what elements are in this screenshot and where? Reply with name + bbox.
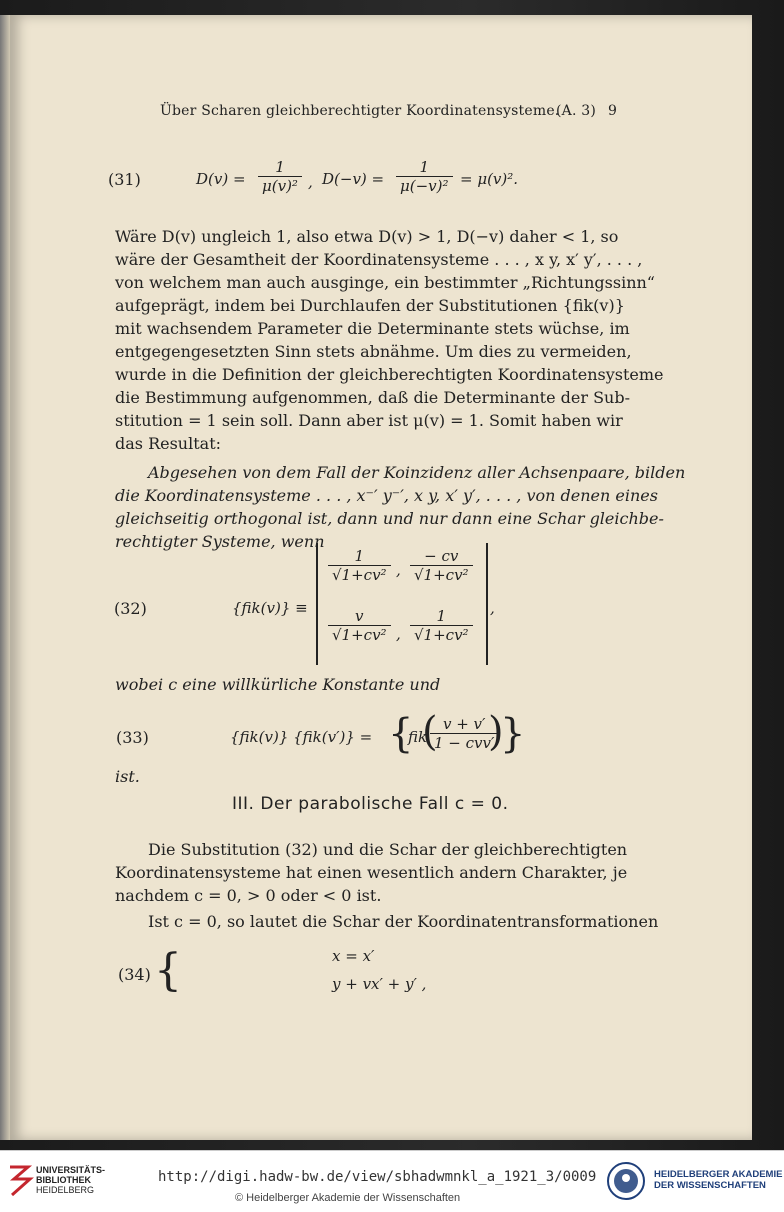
text-line: nachdem c = 0, > 0 oder < 0 ist. [115, 886, 382, 905]
equation-number: (33) [116, 728, 149, 747]
academy-name [654, 1169, 782, 1191]
page-number: 9 [608, 103, 618, 119]
text-line: die Bestimmung aufgenommen, daß die Determinante der Sub- [115, 388, 630, 407]
eq33-fik: fik [408, 728, 428, 746]
eq33-numerator: v + v′ [430, 715, 498, 734]
equation-number: (32) [114, 599, 147, 618]
eq31-frac1 [258, 158, 302, 195]
text-line: von welchem man auch ausginge, ein bestimmter „Richtungssinn“ [115, 273, 655, 292]
cell-numerator: v [328, 607, 391, 626]
eq32-lhs: {fik(v)} ≡ [232, 599, 308, 617]
academy-seal-logo[interactable] [606, 1161, 646, 1201]
uni-line: UNIVERSITÄTS- [36, 1165, 106, 1175]
text-line: entgegengesetzten Sinn stets abnähme. Um dies zu vermeiden, [115, 342, 632, 361]
uni-line: HEIDELBERG [36, 1185, 95, 1195]
text-line: wäre der Gesamtheit der Koordinatensysteme . . . , x y, x′ y′, . . . , [115, 250, 643, 269]
university-library-name [36, 1165, 105, 1195]
left-brace-glyph: { [388, 711, 414, 757]
text-line: stitution = 1 sein soll. Dann aber ist μ(v) = 1. Somit haben wir [115, 411, 623, 430]
text-line: Die Substitution (32) und die Schar der gleichberechtigten [148, 840, 628, 859]
paragraph-3: Ist c = 0, so lautet die Schar der Koordinatentransformationen [148, 912, 659, 931]
eq34-line1: x = x′ [332, 947, 375, 965]
book-page [10, 15, 752, 1140]
right-paren-glyph: ) [488, 709, 504, 755]
eq33-denominator: 1 − cvv′ [434, 734, 495, 752]
text-line: das Resultat: [115, 434, 222, 453]
text-line: aufgeprägt, indem bei Durchlaufen der Substitutionen {fik(v)} [115, 296, 625, 315]
academy-seal-icon [606, 1161, 646, 1201]
footer-bar [0, 1150, 784, 1212]
cell-denominator: √1+cv² [332, 566, 387, 584]
cell-denominator: √1+cv² [332, 626, 387, 644]
eq31-rhs: = μ(v)². [460, 170, 519, 188]
copyright-notice: © Heidelberger Akademie der Wissenschaften [235, 1192, 461, 1204]
eq32-trailing-comma: , [490, 599, 495, 617]
cell-numerator: − cv [410, 547, 473, 566]
matrix-cell-22 [410, 607, 473, 644]
eq31-frac2 [396, 158, 453, 195]
running-title: Über Scharen gleichberechtigter Koordinatensysteme. [160, 103, 560, 119]
eq31-den1: μ(v)² [262, 177, 298, 195]
equation-number: (34) [118, 965, 151, 984]
cell-denominator: √1+cv² [414, 566, 469, 584]
section-title: III. Der parabolische Fall c = 0. [232, 794, 509, 814]
text-line: Wäre D(v) ungleich 1, also etwa D(v) > 1, D(−v) daher < 1, so [115, 227, 619, 246]
text-line: Koordinatensysteme hat einen wesentlich andern Charakter, je [115, 863, 628, 882]
theorem-line: die Koordinatensysteme . . . , x⁻′ y⁻′, x y, x′ y′, . . . , von denen eines [115, 486, 658, 505]
eq31-num2: 1 [396, 158, 453, 177]
equation-number: (31) [108, 170, 141, 189]
academy-line: HEIDELBERGER AKADEMIE [654, 1169, 783, 1180]
cell-denominator: √1+cv² [414, 626, 469, 644]
matrix-comma: , [396, 625, 401, 643]
text-line: mit wachsendem Parameter die Determinante stets wüchse, im [115, 319, 630, 338]
matrix-cell-11 [328, 547, 391, 584]
section-ref: (A. 3) [556, 103, 597, 119]
permalink-url[interactable]: http://digi.hadw-bw.de/view/sbhadwmnkl_a_1921_3/0009 [158, 1169, 597, 1185]
eq31-lhs1: D(v) = [196, 170, 246, 188]
matrix-cell-12 [410, 547, 473, 584]
eq33-lhs: {fik(v)} {fik(v′)} = [230, 728, 373, 746]
eq31-den2: μ(−v)² [400, 177, 449, 195]
ub-logo-icon [8, 1163, 34, 1199]
theorem-line: gleichseitig orthogonal ist, dann und nur dann eine Schar gleichbe- [115, 509, 664, 528]
theorem-line: rechtigter Systeme, wenn [115, 532, 325, 551]
theorem-line: Abgesehen von dem Fall der Koinzidenz aller Achsenpaare, bilden [148, 463, 686, 482]
right-brace-glyph: } [500, 711, 526, 757]
matrix-comma: , [396, 561, 401, 579]
matrix-cell-21 [328, 607, 391, 644]
left-paren-glyph: ( [422, 709, 438, 755]
cell-numerator: 1 [410, 607, 473, 626]
eq31-num1: 1 [258, 158, 302, 177]
eq31-lhs2: D(−v) = [322, 170, 385, 188]
uni-line: BIBLIOTHEK [36, 1175, 91, 1185]
cell-numerator: 1 [328, 547, 391, 566]
text-line: wurde in die Definition der gleichberechtigten Koordinatensysteme [115, 365, 664, 384]
eq34-line2: y + vx′ + y′ , [332, 975, 427, 993]
academy-line: DER WISSENSCHAFTEN [654, 1180, 766, 1191]
system-brace: { [154, 945, 182, 996]
university-library-logo[interactable] [8, 1163, 34, 1199]
ist-line: ist. [115, 767, 140, 786]
eq31-sep: , [308, 173, 313, 191]
matrix [316, 543, 488, 665]
wobei-line: wobei c eine willkürliche Konstante und [115, 675, 441, 694]
